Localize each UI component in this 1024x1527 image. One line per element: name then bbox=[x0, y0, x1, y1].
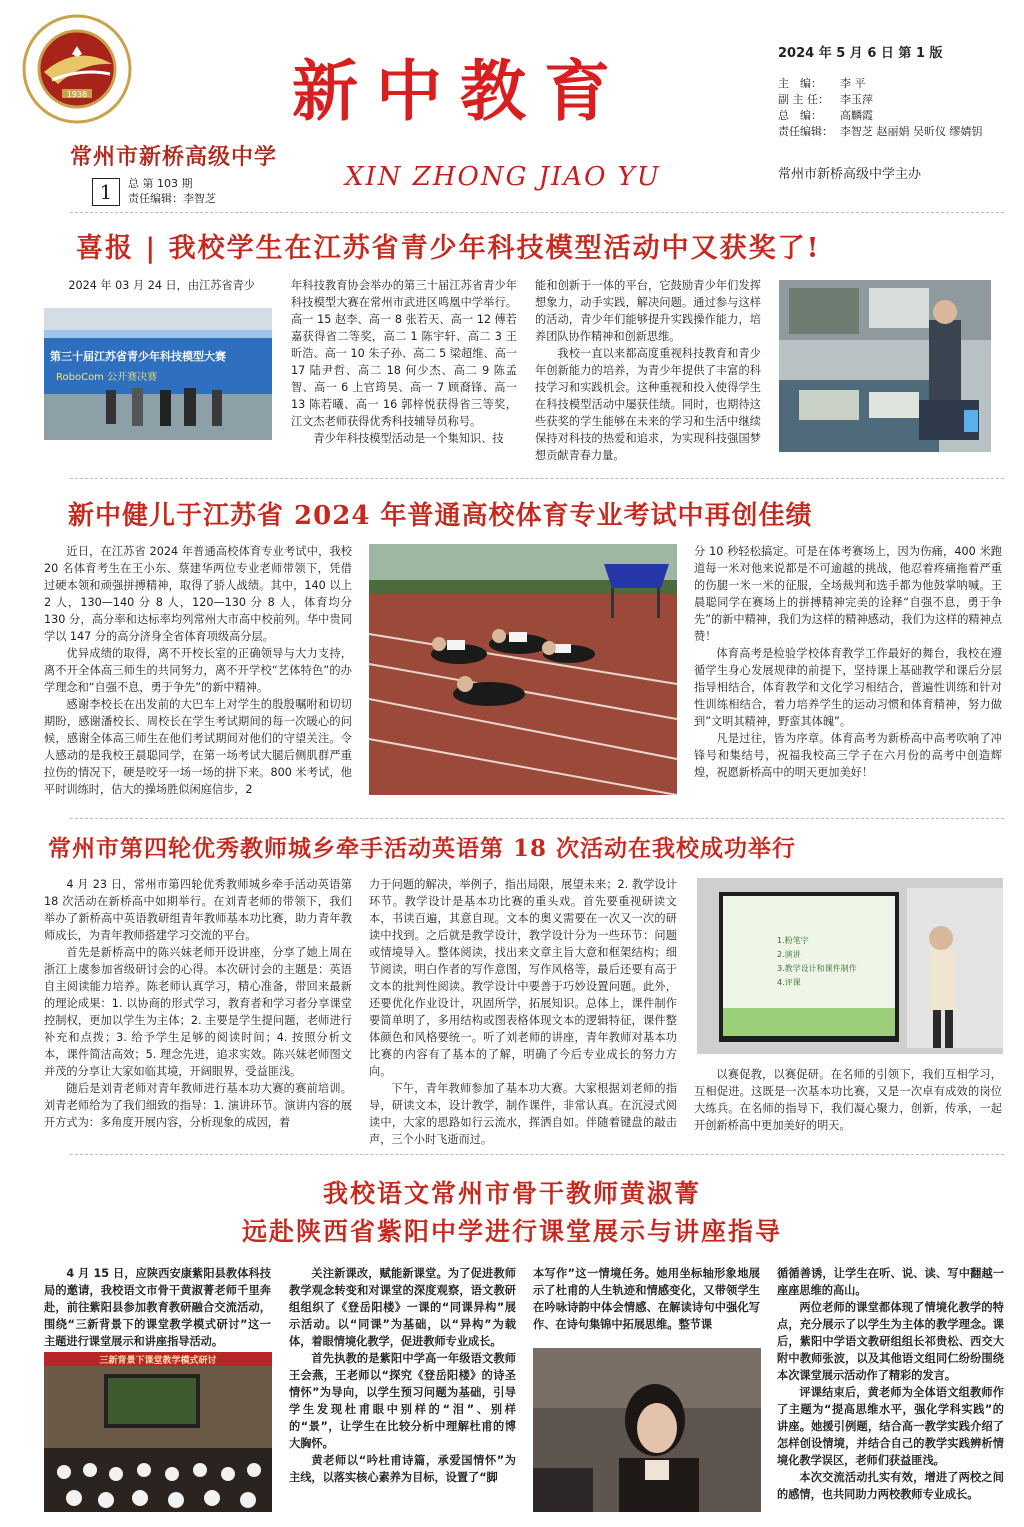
article-3-title: 常州市第四轮优秀教师城乡牵手活动英语第 18 次活动在我校成功举行 bbox=[48, 835, 797, 862]
article-4-col-1: 4 月 15 日，应陕西安康紫阳县教体科技局的邀请，我校语文市骨干黄淑菁老师千里奔赴，前往紫阳县参加教育教研融合交流活动，围绕“三新背景下的课堂教学模式研讨”这一主题进行课堂展示和讲座指导活动。 bbox=[44, 1267, 271, 1348]
issue-editor: 责任编辑：李智芝 bbox=[128, 192, 216, 205]
article-1-col-3: 能和创新于一体的平台，它鼓励青少年们发挥想象力，动手实践，解决问题。通过参与这样的活动，青少年们能够提升实践操作能力，培养团队协作精神和创新思维。 我校一直以来都高度重视科技教育和青少年创新能力的培养，为青少年提供了丰富的科技学习和实践机会。这种重视和投入使得学生在科技模型活动中屡获佳绩。同时，也期待这些获奖的学生能够在未来的学习和生活中继续保持对科技的热爱和追求，为实现科技强国梦想贡献青春力量。 bbox=[535, 279, 761, 462]
editors-list bbox=[778, 76, 983, 140]
article-3-col-1: 4 月 23 日，常州市第四轮优秀教师城乡牵手活动英语第 18 次活动在新桥高中如期举行。在刘青老师的带领下，我们举办了新桥高中英语教研组青年教师基本功比赛，助力青年教师成长，为青年教师搭建学习交流的平台。 首先是新桥高中的陈兴妹老师开设讲座，分享了她上周在浙江上虞参加省级研讨会的心得。本次研讨会的主题是：英语自主阅读能力培养。陈老师认真学习，精心准备，带回来最新的理论成果：1. 以协商的形式学习，教育者和学习者分享课堂控制权，更加以学生为主体；2. 主要是学生提问题，老师进行补充和点拨；3. 给予学生足够的阅读时间；4. 按照分析文本，课件简洁高效；5. 理念先进，追求实效。陈兴妹老师图文并茂的分享让大家如临其境，开阔眼界，受益匪浅。 随后是刘青老师对青年教师进行基本功大赛的赛前培训。刘青老师给为了我们细致的指导：1. 演讲环节。演讲内容的展开方式为：多角度开展内容，分析现象的成因，着 bbox=[44, 878, 352, 1129]
article-4-col-3: 本写作”这一情境任务。她用坐标轴形象地展示了杜甫的人生轨迹和情感变化，又带领学生在吟咏诗韵中体会情感、在解读诗句中强化写作、在诗句集锦中拓展思维。整节课 bbox=[533, 1267, 760, 1331]
article-2-title: 新中健儿于江苏省 2024 年普通高校体育专业考试中再创佳绩 bbox=[68, 501, 813, 531]
article-1-col-2: 年科技教育协会举办的第三十届江苏省青少年科技模型大赛在常州市武进区鸣凰中学举行。高一 15 赵李、高一 8 张若天、高一 12 傅若嘉获得省二等奖，高二 1 陈宇轩、高二 3 王昕浩、高一 10 朱子孙、高二 5 梁超维、高一 17 陆尹哲、高二 18 何少杰、高二 9 陈孟智、高一 6 上官筠昊、高一 7 顾裔锋、高一 13 陈若曦、高一 16 郭梓悦获得省三等奖，江文杰老师获得优秀科技辅导员称号。 青少年科技模型活动是一个集知识、技 bbox=[291, 279, 517, 445]
school-name-calligraphy: 常州市新桥高级中学 bbox=[70, 144, 278, 170]
article-4-col-4: 循循善诱，让学生在听、说、读、写中翻越一座座思维的高山。 两位老师的课堂都体现了情境化教学的特点，充分展示了以学生为主体的教学理念。课后，紫阳中学语文教研组组长祁贵松、西交大附中教师张波，以及其他语文组同仁纷纷围绕本次课堂展示活动作了精彩的发言。 评课结束后，黄老师为全体语文组教师作了主题为“提高思维水平，强化学科实践”的讲座。她援引例题，结合高一教学实践介绍了怎样创设情境，并结合自己的教学实践辨析情境化教学误区，老师们获益匪浅。 本次交流活动扎实有效，增进了两校之间的感情，也共同助力两校教师专业成长。 bbox=[777, 1267, 1004, 1501]
slide-item: 4.评课 bbox=[777, 978, 801, 987]
article-3-col-2: 力于问题的解决，举例子，指出局限，展望未来；2. 教学设计环节。教学设计是基本功比赛的重头戏。首先要重视研读文本，书读百遍，其意自现。文本的奥义需要在一次又一次的研读中找到。之后就是教学设计，教学设计分为一些环节：问题或情境导入。整体阅读，找出来文章主旨大意和框架结构；细节阅读，明白作者的写作意图，写作风格等，最后还要有高于文本的批判性阅读。教学设计中要善于巧妙设置问题。此外，还要优化作业设计，巩固所学，拓展知识。总体上，课件制作要简单明了，多用结构或图表格体现文本的逻辑特征，课件整体颜色和风格要统一。听了刘老师的讲座，青年教师对基本功比赛的内容有了基本的了解，明确了今后专业成长的努力方向。 下午，青年教师参加了基本功大赛。大家根据刘老师的指导，研读文本，设计教学，制作课件，非常认真。在沉浸式阅读中，大家的思路如行云流水，挥洒自如。伴随着键盘的敲击声，三个小时飞逝而过。 bbox=[369, 878, 677, 1146]
article-1-title: 喜报 | 我校学生在江苏省青少年科技模型活动中又获奖了! bbox=[76, 233, 821, 264]
article-1-col-1: 2024 年 03 月 24 日，由江苏省青少 bbox=[68, 279, 255, 292]
robot-contest-photo bbox=[44, 308, 272, 440]
divider bbox=[70, 478, 1004, 479]
svg-text:第三十届江苏省青少年科技模型大赛: 第三十届江苏省青少年科技模型大赛 bbox=[50, 350, 226, 363]
classroom-presentation-photo bbox=[697, 878, 1003, 1054]
track-sprint-photo bbox=[369, 544, 677, 795]
editor-row: 主 编： 李 平 bbox=[778, 77, 866, 90]
editor-row: 总 编： 高麟霞 bbox=[778, 109, 873, 122]
slide-item: 1.粉笔字 bbox=[777, 936, 809, 945]
lecture-hall-photo bbox=[44, 1352, 272, 1512]
masthead-pinyin: XIN ZHONG JIAO YU bbox=[345, 162, 661, 192]
article-4-title-line-2: 远赴陕西省紫阳中学进行课堂展示与讲座指导 bbox=[241, 1217, 782, 1246]
article-4-title-line-1: 我校语文常州市骨干教师黄淑菁 bbox=[322, 1179, 701, 1208]
editor-row: 责任编辑： 李智芝 赵丽娟 吴昕仪 缪婧钥 bbox=[778, 125, 983, 138]
teacher-portrait-photo bbox=[533, 1348, 761, 1512]
slide-items bbox=[777, 934, 857, 990]
article-3-col-3: 以赛促教，以赛促研。在名师的引领下，我们互相学习，互相促进。这既是一次基本功比赛，又是一次卓有成效的岗位大练兵。在名师的指导下，我们凝心聚力，创新，传承，一起开创新桥高中更加美好的明天。 bbox=[694, 1068, 1002, 1132]
article-2-col-3: 分 10 秒轻松搞定。可是在体考赛场上，因为伤痛，400 米跑道每一米对他来说都是不可逾越的挑战，他忍着疼痛拖着严重的伤腿一米一米的征服，全场裁判和选手都为他鼓掌呐喊。王晨聪同学在赛场上的拼搏精神完美的诠释“自强不息，勇于争先”的新中精神，我们为这样的精神感动，我们为这样的精神点赞！ 体育高考是检验学校体育教学工作最好的舞台，我校在遵循学生身心发展规律的前提下，坚持课上基础教学和课后分层指导相结合，体育教学和文化学习相结合，普遍性训练和针对性训练相结合，着力培养学生的运动习惯和体育精神，努力做到”文明其精神，野蛮其体魄”。 凡是过往，皆为序章。体育高考为新桥高中高考吹响了冲锋号和集结号，祝福我校高三学子在六月份的高考中创造辉煌，祝愿新桥高中的明天更加美好！ bbox=[694, 545, 1002, 779]
divider bbox=[70, 1154, 1004, 1155]
divider bbox=[70, 818, 1004, 819]
editor-row: 副 主 任： 李玉萍 bbox=[778, 93, 873, 106]
svg-text:1938: 1938 bbox=[66, 90, 88, 99]
banner-text: 三新背景下课堂教学模式研讨 bbox=[99, 1356, 217, 1366]
divider bbox=[70, 212, 1004, 213]
slide-item: 3.教学设计和课件制作 bbox=[777, 964, 857, 973]
issue-meta bbox=[128, 176, 216, 206]
school-logo bbox=[22, 14, 132, 124]
issue-total: 总 第 103 期 bbox=[128, 177, 193, 190]
article-2-col-1: 近日，在江苏省 2024 年普通高校体育专业考试中，我校 20 名体育考生在王小东、蔡建华两位专业老师带领下，凭借过硬本领和顽强拼搏精神，取得了骄人战绩。其中，140 以上 2 人，130—140 分 8 人，120—130 分 8 人，体育均分 130 分，高分率和达标率均列常州大市高中校前列。华中贵同学以 147 分的高分济身全省体育项级高分层。 优异成绩的取得，离不开校长室的正确领导与大力支持，离不开全体高三师生的共同努力，离不开学校“艺体特色”的办学理念和“自强不息，勇于争先”的新中精神。 感谢李校长在出发前的大巴车上对学生的殷殷嘱咐和切切期盼，感谢潘校长、周校长在学生考试期间的每一次暖心的问候，感谢全体高三师生在他们考试期间对他们的守望关注。令人感动的是我校王晨聪同学，在第一场考试大腿后侧肌群严重拉伤的情况下，硬是咬牙一场一场的拼下来。800 米考试，他平时训练时，佶大的操场胜似闲庭信步，2 bbox=[44, 545, 352, 796]
svg-text:RoboCom 公开赛决赛: RoboCom 公开赛决赛 bbox=[56, 372, 158, 383]
dateline: 2024 年 5 月 6 日 第 1 版 bbox=[778, 46, 943, 61]
article-4-col-2: 关注新课改，赋能新课堂。为了促进教师教学观念转变和对课堂的深度观察，语文教研组组织了《登岳阳楼》一课的“同课异构”展示活动。以“同课”为基础，以“异构”为载体，着眼情境化教学，促进教师专业成长。 首先执教的是紫阳中学高一年级语文教师王会燕，王老师以“探究《登岳阳楼》的诗圣情怀”为导向，以学生预习问题为基础，引导学生发现杜甫眼中别样的“泪”、别样的“景”，让学生在比较分析中理解杜甫的博大胸怀。 黄老师以“吟杜甫诗篇，承爱国情怀”为主线，以落实核心素养为目标，设置了“脚 bbox=[289, 1267, 516, 1484]
robot-lab-photo bbox=[779, 280, 991, 452]
publisher-host: 常州市新桥高级中学主办 bbox=[778, 167, 922, 182]
masthead-title: 新中教育 bbox=[292, 52, 628, 130]
issue-number: 1 bbox=[92, 178, 120, 206]
slide-item: 2.演讲 bbox=[777, 950, 801, 959]
